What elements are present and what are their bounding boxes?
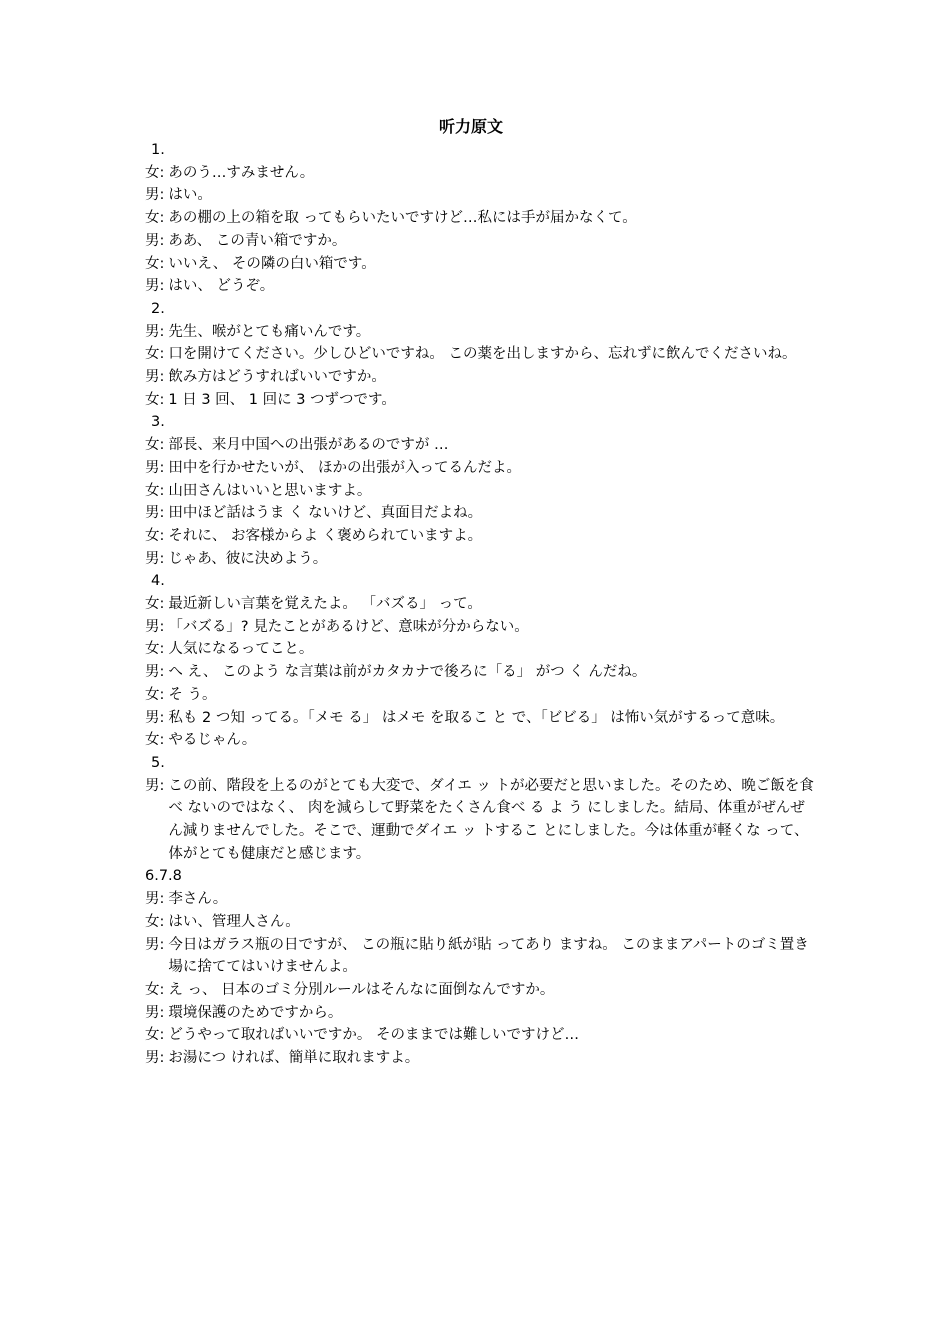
dialogue-text: 先生、喉がとても痛いんです。	[168, 323, 371, 340]
speaker-label: 男:	[145, 664, 165, 681]
speaker-label: 女:	[145, 210, 165, 227]
dialogue-text: 田中を行かせたいが、 ほかの出張が入ってるんだよ。	[168, 459, 521, 476]
speaker-label: 女:	[145, 686, 165, 703]
dialogue-line	[145, 911, 815, 934]
dialogue-line	[145, 230, 815, 253]
speaker-label: 男:	[145, 936, 165, 953]
speaker-label: 男:	[145, 323, 165, 340]
dialogue-line	[145, 275, 815, 298]
section-number: 5.	[151, 754, 165, 771]
dialogue-line	[145, 366, 815, 389]
speaker-label: 女:	[145, 981, 165, 998]
dialogue-line	[145, 525, 815, 548]
speaker-label: 男:	[145, 232, 165, 249]
speaker-label: 女:	[145, 346, 165, 363]
dialogue-line	[145, 548, 815, 571]
dialogue-line	[145, 616, 815, 639]
dialogue-line	[145, 684, 815, 707]
dialogue-line	[145, 480, 815, 503]
dialogue-text: 今日はガラス瓶の日ですが、 この瓶に貼り紙が貼 ってあり ますね。 このままアパートのゴミ置き場に捨ててはいけませんよ。	[168, 936, 809, 976]
speaker-label: 女:	[145, 913, 165, 930]
dialogue-line	[145, 162, 815, 185]
dialogue-line	[145, 979, 815, 1002]
dialogue-text: 李さん。	[168, 891, 228, 908]
dialogue-line	[145, 207, 815, 230]
dialogue-text: あのう…すみません。	[168, 164, 315, 181]
dialogue-text: あの棚の上の箱を取 ってもらいたいですけど…私には手が届かなくて。	[168, 210, 637, 227]
speaker-label: 男:	[145, 777, 165, 794]
speaker-label: 男:	[145, 618, 165, 635]
dialogue-line	[145, 661, 815, 684]
dialogue-text: え っ、 日本のゴミ分別ルールはそんなに面倒なんですか。	[168, 981, 555, 998]
speaker-label: 男:	[145, 1050, 165, 1067]
dialogue-text: 私も 2 つ知 ってる。「メモ る」 はメモ を取るこ と で、「ビビる」 は怖い気がするって意味。	[168, 709, 785, 726]
speaker-label: 女:	[145, 255, 165, 272]
speaker-label: 女:	[145, 596, 165, 612]
speaker-label: 女:	[145, 482, 165, 499]
dialogue-line	[145, 775, 815, 866]
section-number: 2.	[151, 300, 165, 317]
dialogue-text: 部長、来月中国への出張があるのですが …	[168, 437, 449, 454]
dialogue-line	[145, 389, 815, 412]
section-number: 6.7.8	[145, 868, 182, 885]
speaker-label: 男:	[145, 891, 165, 908]
dialogue-text: へ え、 このよう な言葉は前がカタカナで後ろに「る」 がつ く んだね。	[168, 664, 647, 681]
speaker-label: 男:	[145, 459, 165, 476]
dialogue-line	[145, 1047, 815, 1070]
dialogue-text: やるじゃん。	[168, 732, 257, 749]
dialogue-text: ああ、 この青い箱ですか。	[168, 232, 347, 249]
dialogue-text: はい、 どうぞ。	[168, 278, 275, 295]
dialogue-line	[145, 502, 815, 525]
speaker-label: 女:	[145, 732, 165, 749]
dialogue-text: 最近新しい言葉を覚えたよ。 「バズる」 って。	[168, 596, 482, 612]
dialogue-text: それに、 お客様からよ く褒められていますよ。	[168, 527, 483, 544]
dialogue-text: この前、階段を上るのがとても大変で、ダイエ ッ トが必要だと思いました。そのため、晩ご飯を食べ ないのではなく、 肉を減らして野菜をたくさん食べ る よ う にしました。結局、体重がぜんぜん減りませんでした。そこで、運動でダイエ ッ トするこ とにしました。今は体重が軽くな って、体がとても健康だと感じます。	[168, 777, 814, 862]
section-number: 3.	[151, 414, 165, 431]
dialogue-line	[145, 707, 815, 730]
dialogue-text: 山田さんはいいと思いますよ。	[168, 482, 372, 499]
speaker-label: 男:	[145, 505, 165, 522]
speaker-label: 女:	[145, 391, 165, 408]
dialogue-line	[145, 184, 815, 207]
dialogue-line	[145, 1002, 815, 1025]
dialogue-text: はい、管理人さん。	[168, 913, 300, 930]
speaker-label: 男:	[145, 1004, 165, 1021]
dialogue-line	[145, 457, 815, 480]
dialogue-text: 環境保護のためですから。	[168, 1004, 343, 1021]
page-title: 听力原文	[438, 117, 503, 136]
dialogue-text: 「バズる」? 見たことがあるけど、意味が分からない。	[168, 618, 529, 635]
dialogue-text: 田中ほど話はうま く ないけど、真面目だよね。	[168, 505, 483, 522]
dialogue-line	[145, 1024, 815, 1047]
dialogue-text: 飲み方はどうすればいいですか。	[168, 369, 386, 385]
dialogue-text: いいえ、 その隣の白い箱です。	[168, 255, 376, 272]
dialogue-text: そ う。	[168, 686, 217, 703]
dialogue-line	[145, 934, 815, 979]
dialogue-line	[145, 321, 815, 344]
dialogue-line	[145, 729, 815, 752]
dialogue-line	[145, 253, 815, 276]
dialogue-text: 口を開けてください。少しひどいですね。 この薬を出しますから、忘れずに飲んでくださいね。	[168, 346, 797, 363]
dialogue-line	[145, 593, 815, 616]
speaker-label: 女:	[145, 527, 165, 544]
speaker-label: 男:	[145, 369, 165, 385]
speaker-label: 女:	[145, 1027, 165, 1044]
dialogue-text: お湯につ ければ、簡単に取れますよ。	[168, 1050, 420, 1067]
dialogue-line	[145, 888, 815, 911]
dialogue-text: 1 日 3 回、 1 回に 3 つずつです。	[168, 391, 396, 408]
speaker-label: 男:	[145, 550, 165, 567]
speaker-label: 女:	[145, 437, 165, 454]
dialogue-line	[145, 434, 815, 457]
section-number: 1.	[151, 142, 165, 158]
dialogue-line	[145, 638, 815, 661]
speaker-label: 男:	[145, 278, 165, 295]
speaker-label: 女:	[145, 641, 165, 658]
section-number: 4.	[151, 573, 165, 590]
dialogue-text: どうやって取ればいいですか。 そのままでは難しいですけど…	[168, 1027, 579, 1044]
transcript-body	[145, 139, 815, 1070]
dialogue-line	[145, 343, 815, 366]
dialogue-text: はい。	[168, 187, 212, 204]
speaker-label: 女:	[145, 164, 165, 181]
speaker-label: 男:	[145, 709, 165, 726]
dialogue-text: 人気になるってこと。	[168, 641, 314, 658]
speaker-label: 男:	[145, 187, 165, 204]
dialogue-text: じゃあ、彼に決めよう。	[168, 550, 328, 567]
